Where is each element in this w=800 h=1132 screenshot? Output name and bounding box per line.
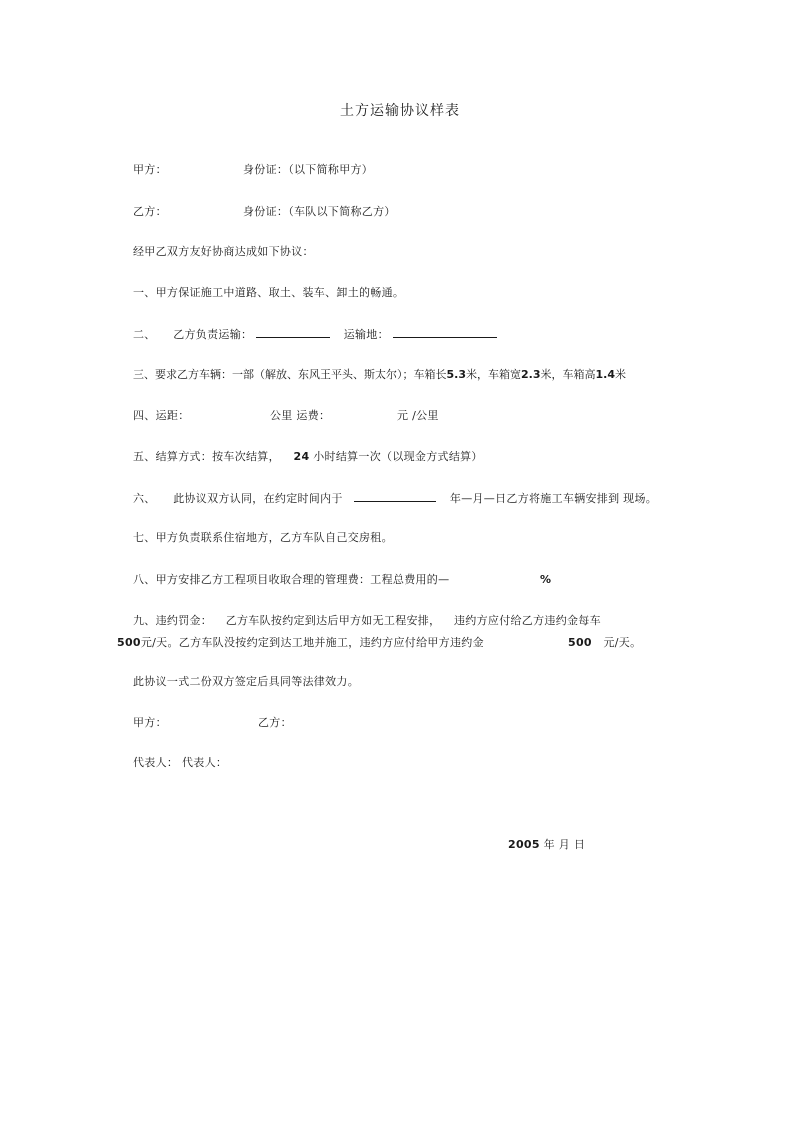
sign-representatives: 代表人： 代表人： — [133, 756, 228, 769]
clause-3-width-label: 米，车箱宽 — [466, 368, 521, 381]
settlement-hours: 24 — [293, 450, 310, 463]
box-length: 5.3 — [446, 368, 466, 381]
clause-2 — [133, 327, 497, 342]
clause-5 — [133, 450, 483, 464]
clause-6-text: 此协议双方认同，在约定时间内于 — [173, 492, 343, 505]
clause-4-fee-unit: 元 /公里 — [397, 409, 439, 422]
clause-3 — [133, 368, 626, 382]
clause-9-label: 九、违约罚金： — [133, 614, 213, 627]
clause-2-destination-label: 运输地： — [343, 328, 389, 341]
clause-6-prefix: 六、 — [133, 492, 156, 505]
document-title: 土方运输协议样表 — [340, 103, 460, 119]
clause-9-line-1 — [133, 614, 601, 628]
penalty-amount-2: 500 — [568, 636, 592, 649]
closing-statement: 此协议一式二份双方签定后具同等法律效力。 — [133, 675, 359, 688]
clause-8-text: 八、甲方安排乙方工程项目收取合理的管理费：工程总费用的— — [133, 573, 450, 586]
box-width: 2.3 — [521, 368, 541, 381]
clause-9-text: 乙方车队按约定到达后甲方如无工程安排， — [225, 614, 441, 627]
date-rest: 年 月 日 — [543, 838, 586, 851]
management-fee-percent: % — [540, 573, 552, 586]
transport-party-blank — [256, 327, 330, 338]
clause-9-line-2 — [117, 636, 484, 650]
clause-5-text-2: 小时结算一次（以现金方式结算） — [313, 450, 483, 463]
clause-9-text-2: 违约方应付给乙方违约金每车 — [454, 614, 601, 627]
clause-9-line-2-end — [568, 636, 641, 650]
party-b-label: 乙方： — [133, 205, 167, 218]
clause-3-text: 三、要求乙方车辆：一部（解放、东风王平头、斯太尔）；车箱长 — [133, 368, 447, 381]
signing-date — [508, 838, 585, 852]
clause-7: 七、甲方负责联系住宿地方，乙方车队自己交房租。 — [133, 531, 393, 544]
box-height: 1.4 — [595, 368, 615, 381]
clause-2-transport-label: 乙方负责运输： — [173, 328, 253, 341]
sign-party-a: 甲方： — [133, 716, 167, 729]
clause-4-distance-label: 四、运距： — [133, 409, 190, 422]
penalty-amount-1: 500 — [117, 636, 141, 649]
clause-9-text-4: 元/天。 — [603, 636, 642, 649]
clause-1: 一、甲方保证施工中道路、取土、装车、卸土的畅通。 — [133, 286, 405, 299]
clause-9-text-3: 元/天。乙方车队没按约定到达工地并施工，违约方应付给甲方违约金 — [140, 636, 484, 649]
date-year: 2005 — [508, 838, 540, 851]
clause-3-height-label: 米，车箱高 — [540, 368, 596, 381]
clause-6-text-2: 年—月—日乙方将施工车辆安排到 现场。 — [449, 492, 658, 505]
clause-3-unit: 米 — [615, 368, 626, 381]
sign-party-b: 乙方： — [258, 716, 292, 729]
party-b-id-label: 身份证：（车队以下简称乙方） — [243, 205, 396, 218]
clause-2-prefix: 二、 — [133, 328, 156, 341]
destination-blank — [393, 327, 497, 338]
arrival-time-blank — [354, 491, 436, 502]
party-a-id-label: 身份证：（以下简称甲方） — [243, 163, 374, 176]
agreement-intro: 经甲乙双方友好协商达成如下协议： — [133, 245, 314, 258]
party-a-label: 甲方： — [133, 163, 167, 176]
clause-5-text: 五、结算方式：按车次结算， — [133, 450, 280, 463]
clause-6 — [133, 491, 657, 506]
clause-4-fee-label: 公里 运费： — [270, 409, 331, 422]
